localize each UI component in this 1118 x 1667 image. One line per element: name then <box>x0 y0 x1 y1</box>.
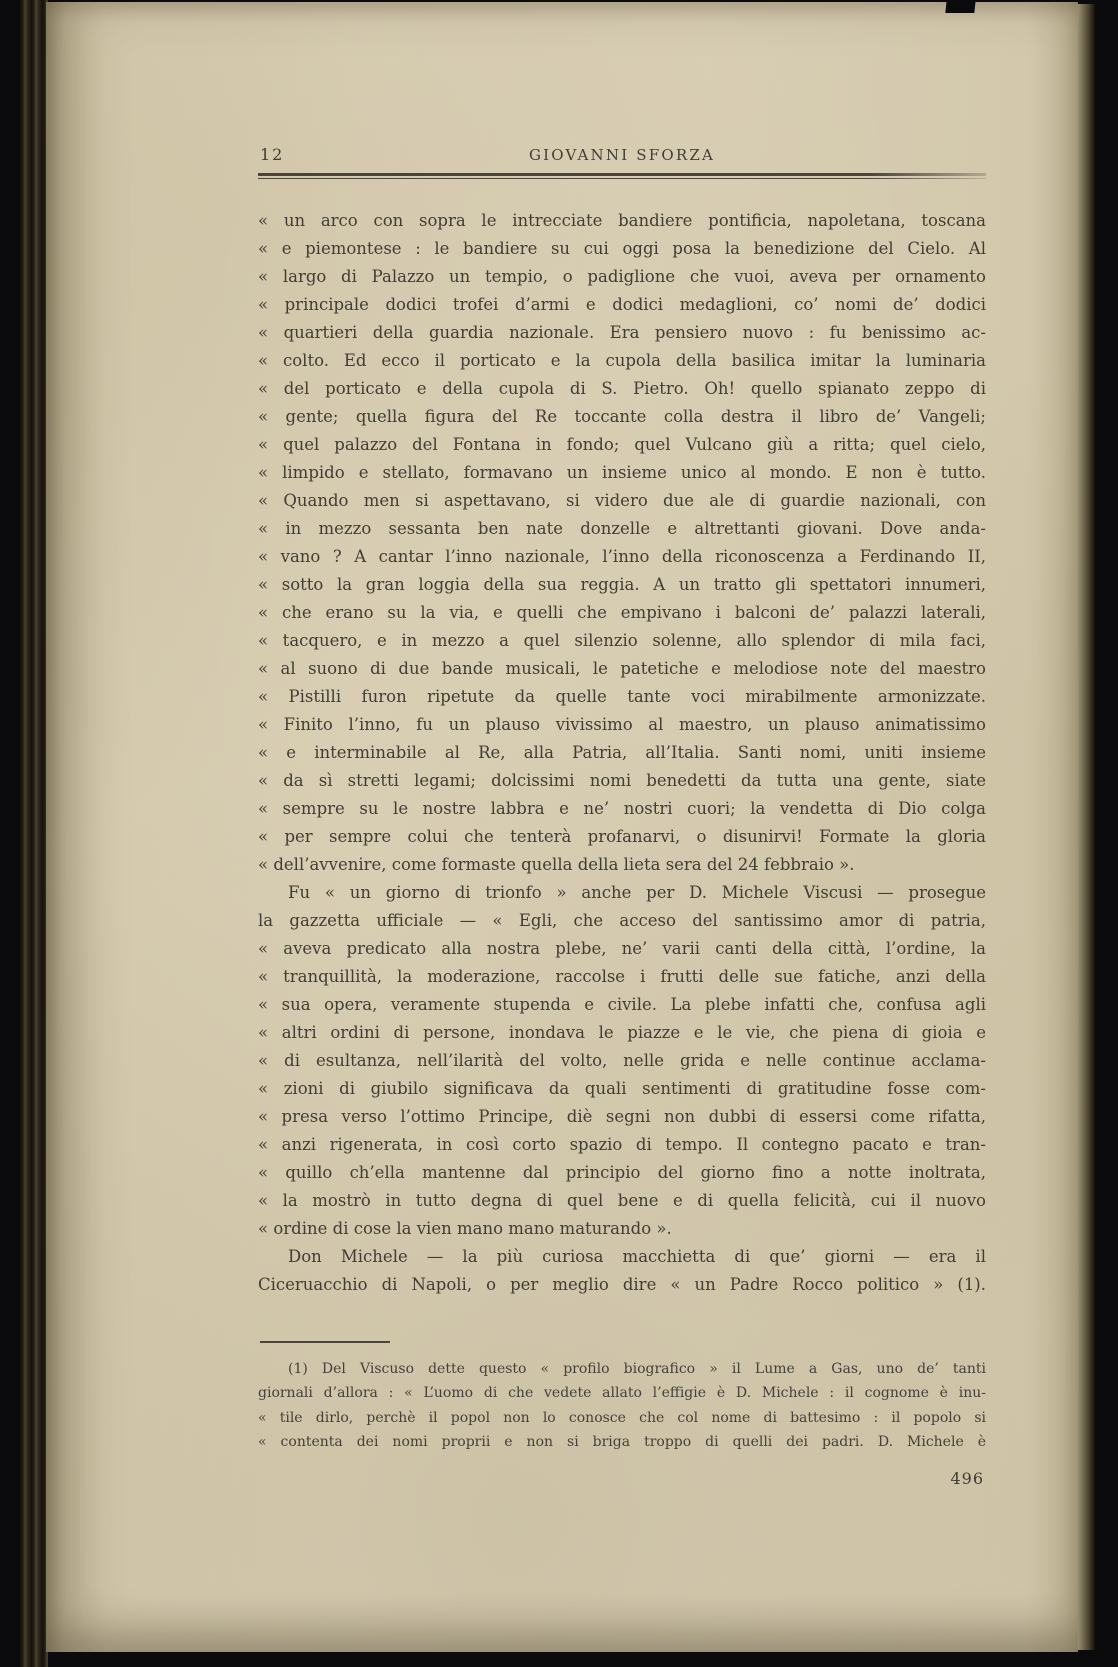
text-line: « la mostrò in tutto degna di quel bene e di quella felicità, cui il nuovo <box>258 1191 986 1211</box>
header-rule-bottom <box>258 178 986 179</box>
text-line: Ciceruacchio di Napoli, o per meglio dire « un Padre Rocco politico » (1). <box>258 1275 986 1295</box>
text-line: « Finito l’inno, fu un plauso vivissimo al maestro, un plauso animatissimo <box>258 715 986 735</box>
book-fore-edge <box>1078 4 1095 1650</box>
page-content <box>258 142 986 1488</box>
page-number-bottom: 496 <box>950 1468 984 1488</box>
text-line: « Pistilli furon ripetute da quelle tante voci mirabilmente armonizzate. <box>258 687 986 707</box>
text-line: « colto. Ed ecco il porticato e la cupola della basilica imitar la luminaria <box>258 351 986 371</box>
page-notch <box>945 0 975 13</box>
text-line: « ordine di cose la vien mano mano maturando ». <box>258 1219 672 1239</box>
text-line: « sempre su le nostre labbra e ne’ nostri cuori; la vendetta di Dio colga <box>258 799 986 819</box>
text-line: « per sempre colui che tenterà profanarvi, o disunirvi! Formate la gloria <box>258 827 986 847</box>
text-line: « anzi rigenerata, in così corto spazio di tempo. Il contegno pacato e tran- <box>258 1135 986 1155</box>
footnote-block <box>258 1341 986 1455</box>
footnote-text <box>258 1357 986 1455</box>
paragraph <box>258 1357 986 1455</box>
text-line: giornali d’allora : « L’uomo di che vedete allato l’effigie è D. Michele : il cognome è inu- <box>258 1385 986 1402</box>
text-line: « largo di Palazzo un tempio, o padiglione che vuoi, aveva per ornamento <box>258 267 986 287</box>
text-line: « quartieri della guardia nazionale. Era pensiero nuovo : fu benissimo ac- <box>258 323 986 343</box>
text-line: « vano ? A cantar l’inno nazionale, l’inno della riconoscenza a Ferdinando II, <box>258 547 986 567</box>
text-line: « tile dirlo, perchè il popol non lo conosce che col nome di battesimo : il popolo si <box>258 1409 986 1426</box>
text-line: « presa verso l’ottimo Principe, diè segni non dubbi di essersi come rifatta, <box>258 1107 986 1127</box>
page-header <box>258 142 986 164</box>
text-line: « da sì stretti legami; dolcissimi nomi benedetti da tutta una gente, siate <box>258 771 986 791</box>
text-line: « del porticato e della cupola di S. Pietro. Oh! quello spianato zeppo di <box>258 379 986 399</box>
text-line: « Quando men si aspettavano, si videro due ale di guardie nazionali, con <box>258 491 986 511</box>
text-line: « contenta dei nomi proprii e non si briga troppo di quelli dei padri. D. Michele è <box>258 1434 986 1451</box>
running-title: GIOVANNI SFORZA <box>528 146 716 164</box>
text-line: « tranquillità, la moderazione, raccolse i frutti delle sue fatiche, anzi della <box>258 967 986 987</box>
text-line: « quillo ch’ella mantenne dal principio del giorno fino a notte inoltrata, <box>258 1163 986 1183</box>
text-line: « quel palazzo del Fontana in fondo; quel Vulcano giù a ritta; quel cielo, <box>258 435 986 455</box>
text-line: « sotto la gran loggia della sua reggia. A un tratto gli spettatori innumeri, <box>258 575 986 595</box>
paragraph <box>258 207 986 879</box>
text-line: « che erano su la via, e quelli che empivano i balconi de’ palazzi laterali, <box>258 603 986 623</box>
text-line: « aveva predicato alla nostra plebe, ne’ varii canti della città, l’ordine, la <box>258 939 986 959</box>
footnote-rule <box>260 1341 390 1343</box>
text-line: « tacquero, e in mezzo a quel silenzio solenne, allo splendor di mila faci, <box>258 631 986 651</box>
text-line: « in mezzo sessanta ben nate donzelle e altrettanti giovani. Dove anda- <box>258 519 986 539</box>
paragraph <box>258 879 986 1243</box>
text-line: « e interminabile al Re, alla Patria, all’Italia. Santi nomi, uniti insieme <box>258 743 986 763</box>
header-double-rule <box>258 173 986 179</box>
text-line: Fu « un giorno di trionfo » anche per D. Michele Viscusi — prosegue <box>288 883 986 903</box>
text-line: « sua opera, veramente stupenda e civile. La plebe infatti che, confusa agli <box>258 995 986 1015</box>
text-line: Don Michele — la più curiosa macchietta di que’ giorni — era il <box>288 1247 986 1267</box>
text-line: « un arco con sopra le intrecciate bandiere pontificia, napoletana, toscana <box>258 211 986 231</box>
text-line: la gazzetta ufficiale — « Egli, che acceso del santissimo amor di patria, <box>258 911 986 931</box>
text-line: « gente; quella figura del Re toccante colla destra il libro de’ Vangeli; <box>258 407 986 427</box>
page-number-top: 12 <box>260 145 285 164</box>
main-text-block <box>258 207 986 1299</box>
book-spine-page-edges <box>20 0 48 1667</box>
text-line: « dell’avvenire, come formaste quella della lieta sera del 24 febbraio ». <box>258 855 855 875</box>
text-line: « principale dodici trofei d’armi e dodici medaglioni, co’ nomi de’ dodici <box>258 295 986 315</box>
book-page <box>46 2 1078 1652</box>
text-line: « di esultanza, nell’ilarità del volto, nelle grida e nelle continue acclama- <box>258 1051 986 1071</box>
text-line: (1) Del Viscuso dette questo « profilo biografico » il Lume a Gas, uno de’ tanti <box>288 1360 986 1377</box>
text-line: « altri ordini di persone, inondava le piazze e le vie, che piena di gioia e <box>258 1023 986 1043</box>
text-line: « zioni di giubilo significava da quali sentimenti di gratitudine fosse com- <box>258 1079 986 1099</box>
text-line: « al suono di due bande musicali, le patetiche e melodiose note del maestro <box>258 659 986 679</box>
text-line: « e piemontese : le bandiere su cui oggi posa la benedizione del Cielo. Al <box>258 239 986 259</box>
text-line: « limpido e stellato, formavano un insieme unico al mondo. E non è tutto. <box>258 463 986 483</box>
paragraph <box>258 1243 986 1299</box>
